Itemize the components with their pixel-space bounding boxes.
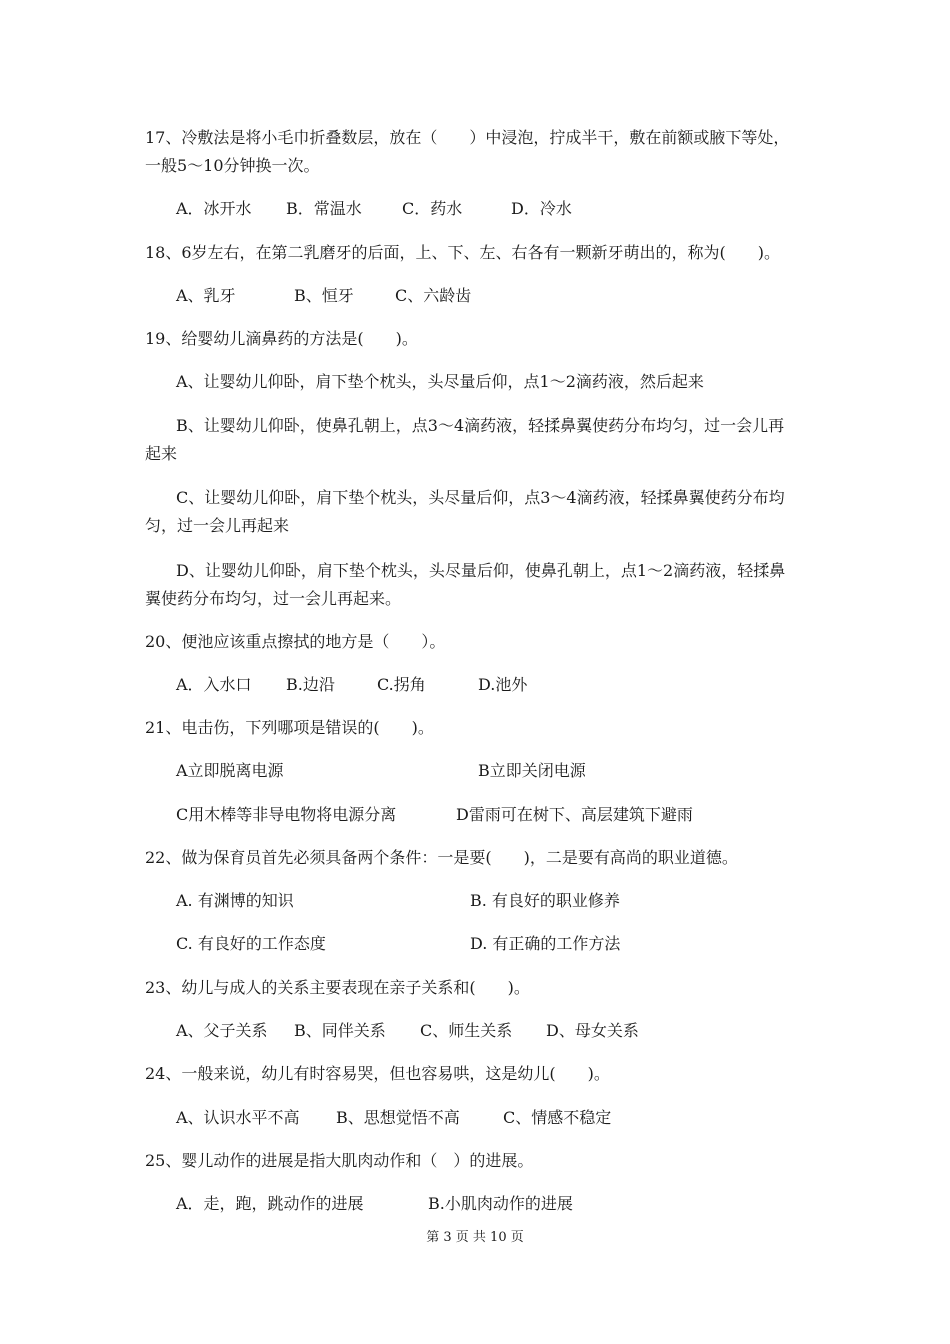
question-21-stem: 21、电击伤，下列哪项是错误的( )。 [145,718,434,737]
question-19-option-c-line2: 匀，过一会儿再起来 [145,516,290,535]
question-17-option-c: C．药水 [402,199,463,218]
question-18-stem: 18、6岁左右，在第二乳磨牙的后面，上、下、左、右各有一颗新牙萌出的，称为( )。 [145,243,781,262]
question-21-option-b: B立即关闭电源 [478,761,586,780]
question-17-stem-line1: 17、冷敷法是将小毛巾折叠数层，放在（ ）中浸泡，拧成半干，敷在前额或腋下等处， [145,128,790,147]
question-23-option-a: A、父子关系 [176,1021,268,1040]
question-17-stem-line2: 一般5～10分钟换一次。 [145,156,320,175]
question-20-option-c: C.拐角 [377,675,426,694]
question-19-option-b-line1: B、让婴幼儿仰卧，使鼻孔朝上，点3～4滴药液，轻揉鼻翼使药分布均匀，过一会儿再 [176,416,785,435]
question-22-option-b: B. 有良好的职业修养 [470,891,620,910]
question-17-option-b: B．常温水 [286,199,362,218]
question-23-option-b: B、同伴关系 [294,1021,386,1040]
question-22-option-c: C. 有良好的工作态度 [176,934,326,953]
question-19-stem: 19、给婴幼儿滴鼻药的方法是( )。 [145,329,418,348]
question-23-stem: 23、幼儿与成人的关系主要表现在亲子关系和( )。 [145,978,530,997]
question-20-option-b: B.边沿 [286,675,335,694]
question-20-option-d: D.池外 [478,675,528,694]
question-23-option-d: D、母女关系 [546,1021,639,1040]
question-18-option-b: B、恒牙 [294,286,354,305]
question-18-option-a: A、乳牙 [176,286,236,305]
question-21-option-c: C用木棒等非导电物将电源分离 [176,805,397,824]
question-21-option-a: A立即脱离电源 [176,761,284,780]
question-24-option-c: C、情感不稳定 [503,1108,612,1127]
question-25-option-b: B.小肌肉动作的进展 [428,1194,573,1213]
question-25-option-a: A．走，跑，跳动作的进展 [176,1194,364,1213]
question-24-option-a: A、认识水平不高 [176,1108,300,1127]
question-20-stem: 20、便池应该重点擦拭的地方是（ ）。 [145,632,446,651]
question-18-option-c: C、六龄齿 [395,286,472,305]
page-number: 第 3 页 共 10 页 [426,1230,524,1245]
question-19-option-d-line2: 翼使药分布均匀，过一会儿再起来。 [145,589,402,608]
question-23-option-c: C、师生关系 [420,1021,513,1040]
question-24-option-b: B、思想觉悟不高 [336,1108,460,1127]
question-17-option-a: A．冰开水 [176,199,252,218]
question-19-option-b-line2: 起来 [145,444,178,463]
question-19-option-d-line1: D、让婴幼儿仰卧，肩下垫个枕头，头尽量后仰，使鼻孔朝上，点1～2滴药液，轻揉鼻 [176,561,786,580]
question-19-option-c-line1: C、让婴幼儿仰卧，肩下垫个枕头，头尽量后仰，点3～4滴药液，轻揉鼻翼使药分布均 [176,488,785,507]
question-22-option-a: A. 有渊博的知识 [176,891,294,910]
question-20-option-a: A．入水口 [176,675,252,694]
question-22-option-d: D. 有正确的工作方法 [470,934,621,953]
question-21-option-d: D雷雨可在树下、高层建筑下避雨 [456,805,693,824]
question-19-option-a: A、让婴幼儿仰卧，肩下垫个枕头，头尽量后仰，点1～2滴药液，然后起来 [176,372,704,391]
question-24-stem: 24、一般来说，幼儿有时容易哭，但也容易哄，这是幼儿( )。 [145,1064,610,1083]
question-22-stem: 22、做为保育员首先必须具备两个条件：一是要( )，二是要有高尚的职业道德。 [145,848,738,867]
question-17-option-d: D．冷水 [511,199,572,218]
question-25-stem: 25、婴儿动作的进展是指大肌肉动作和（ ）的进展。 [145,1151,534,1170]
